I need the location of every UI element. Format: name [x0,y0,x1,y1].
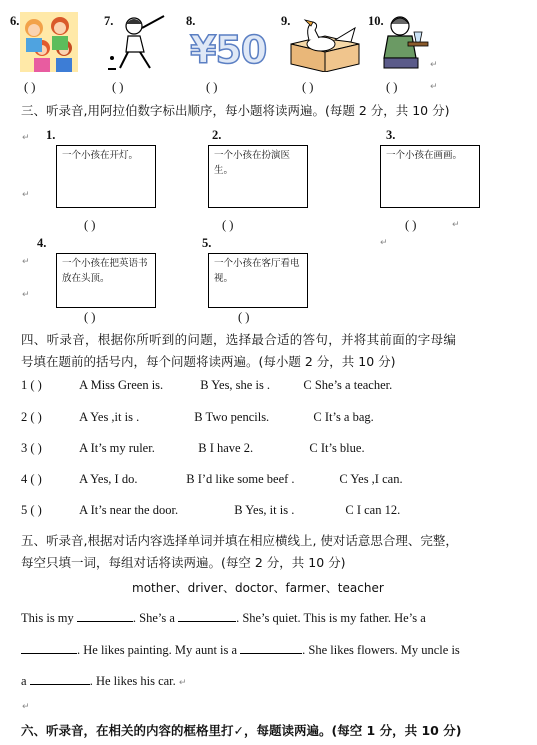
blank-2[interactable] [178,610,236,622]
scientist-icon [378,12,432,72]
box-2-description: 一个小孩在扮演医生。 [208,145,308,208]
section-3-title: 三、听录音,用阿拉伯数字标出顺序，每小题将读两遍。(每题 2 分，共 10 分) [21,103,450,118]
box-1-number: 1. [46,128,56,142]
return-mark: ↵ [430,60,438,70]
section-4-title-line-1: 四、听录音，根据你所听到的问题，选择最合适的答句，并将其前面的字母编 [21,332,457,347]
passage-line-2: . He likes painting. My aunt is a . She likes flowers. My uncle is [21,642,506,658]
section-5-title-line-2: 每空只填一词，每组对话将读两遍。(每空 2 分，共 10 分) [21,555,346,570]
box-5-answer-paren[interactable]: ( ) [238,310,250,324]
item-6-number: 6. [10,14,20,28]
option-a: A Miss Green is. [79,378,164,392]
question-1-paren[interactable]: 1 ( ) [21,378,42,392]
option-a: A It’s my ruler. [79,441,155,455]
box-1-description: 一个小孩在开灯。 [56,145,156,208]
word-bank: mother、driver、doctor、farmer、teacher [132,581,384,595]
option-c: C It’s a bag. [313,410,374,424]
item-10-number: 10. [368,14,384,28]
baseball-player-icon [108,14,170,72]
item-6-answer-paren[interactable]: ( ) [24,80,36,94]
box-2-number: 2. [212,128,222,142]
option-c: C I can 12. [345,503,401,517]
question-3 [21,441,365,456]
item-8-number: 8. [186,14,196,28]
box-4-description: 一个小孩在把英语书放在头顶。 [56,253,156,308]
blank-1[interactable] [77,610,133,622]
box-2-answer-paren[interactable]: ( ) [222,218,234,232]
return-mark: ↵ [452,220,460,230]
item-8-answer-paren[interactable]: ( ) [206,80,218,94]
question-2-paren[interactable]: 2 ( ) [21,410,42,424]
section-6-title: 六、听录音，在相关的内容的框格里打✓，每题读两遍。(每空 1 分，共 10 分) [21,723,462,738]
option-b: B I have 2. [198,441,254,455]
box-3-description: 一个小孩在画画。 [380,145,480,208]
option-c: C It’s blue. [309,441,365,455]
return-mark: ↵ [22,290,30,300]
question-5 [21,503,400,518]
box-4-answer-paren[interactable]: ( ) [84,310,96,324]
item-7-answer-paren[interactable]: ( ) [112,80,124,94]
box-3-answer-paren[interactable]: ( ) [405,218,417,232]
option-b: B I’d like some beef . [186,472,295,486]
blank-4[interactable] [240,642,302,654]
section-5-title-line-1: 五、听录音,根据对话内容选择单词并填在相应横线上, 使对话意思合理、完整， [21,533,458,548]
option-c: C Yes ,I can. [339,472,403,486]
return-mark: ↵ [22,190,30,200]
yen-50-icon: ¥50 [190,28,267,72]
option-c: C She’s a teacher. [303,378,393,392]
item-9-answer-paren[interactable]: ( ) [302,80,314,94]
children-family-icon [20,12,78,72]
question-3-paren[interactable]: 3 ( ) [21,441,42,455]
blank-5[interactable] [30,673,90,685]
item-9-number: 9. [281,14,291,28]
picture-row [0,0,537,100]
return-mark: ↵ [22,257,30,267]
duck-in-box-icon [285,18,365,72]
return-mark: ↵ [178,678,187,688]
question-4-paren[interactable]: 4 ( ) [21,472,42,486]
question-5-paren[interactable]: 5 ( ) [21,503,42,517]
return-mark: ↵ [380,238,388,248]
box-5-number: 5. [202,236,212,250]
option-b: B Two pencils. [194,410,270,424]
passage-line-1: This is my . She’s a . She’s quiet. This is my father. He’s a [21,611,426,625]
item-10-answer-paren[interactable]: ( ) [386,80,398,94]
option-a: A Yes, I do. [79,472,138,486]
option-b: B Yes, she is . [200,378,271,392]
box-3-number: 3. [386,128,396,142]
passage-line-3: a . He likes his car. ↵ [21,674,187,688]
box-5-description: 一个小孩在客厅看电视。 [208,253,308,308]
box-4-number: 4. [37,236,47,250]
return-mark: ↵ [22,702,30,712]
blank-3[interactable] [21,642,77,654]
return-mark: ↵ [22,133,30,143]
question-1 [21,378,392,393]
item-7-number: 7. [104,14,114,28]
option-a: A Yes ,it is . [79,410,140,424]
question-2 [21,410,374,425]
question-4 [21,472,403,487]
section-4-title-line-2: 号填在题前的括号内，每个问题将读两遍。(每小题 2 分，共 10 分) [21,354,396,369]
box-1-answer-paren[interactable]: ( ) [84,218,96,232]
return-mark: ↵ [430,82,438,92]
option-b: B Yes, it is . [234,503,295,517]
option-a: A It’s near the door. [79,503,179,517]
